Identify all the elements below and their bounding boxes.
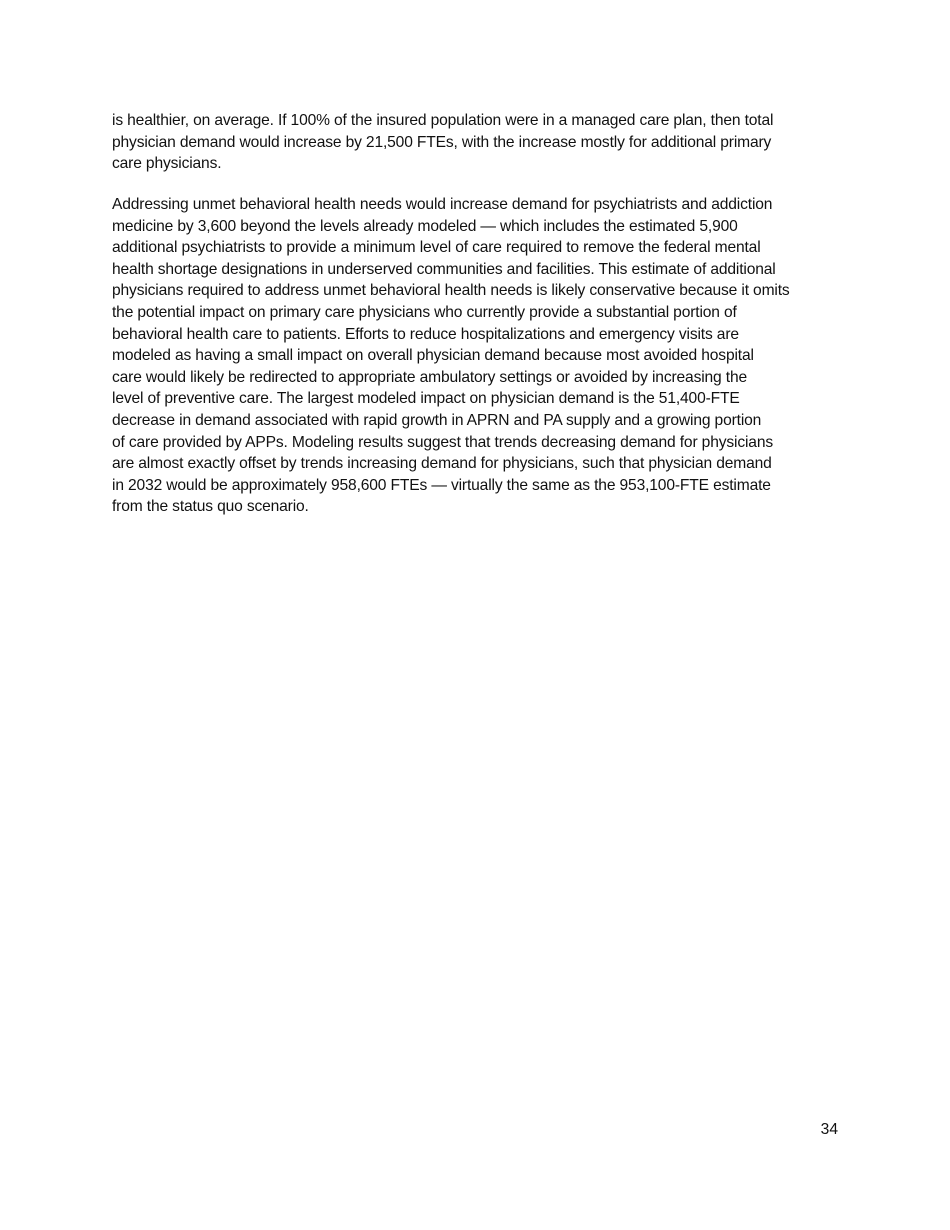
text-line: from the status quo scenario. [112,498,309,516]
paragraph-managed-care [112,110,773,175]
text-line: Addressing unmet behavioral health needs would increase demand for psychiatrists and addiction [112,196,773,213]
text-line: physician demand would increase by 21,500 FTEs, with the increase mostly for additional primary [112,133,772,151]
text-line: of care provided by APPs. Modeling results suggest that trends decreasing demand for physicians [112,433,773,451]
text-line: medicine by 3,600 beyond the levels already modeled — which includes the estimated 5,900 [112,217,738,235]
page-number: 34 [820,1121,838,1138]
text-line: additional psychiatrists to provide a minimum level of care required to remove the federal mental [112,239,761,257]
text-line: the potential impact on primary care physicians who currently provide a substantial portion of [112,303,737,321]
text-line: are almost exactly offset by trends increasing demand for physicians, such that physician demand [112,455,772,473]
text-line: care physicians. [112,155,222,173]
text-line: decrease in demand associated with rapid growth in APRN and PA supply and a growing portion [112,411,762,429]
text-line: physicians required to address unmet behavioral health needs is likely conservative because it omits [112,282,790,300]
text-line: in 2032 would be approximately 958,600 FTEs — virtually the same as the 953,100-FTE estimate [112,476,771,494]
text-line: care would likely be redirected to appropriate ambulatory settings or avoided by increasing the [112,368,747,386]
text-line: health shortage designations in underserved communities and facilities. This estimate of additional [112,260,776,278]
text-line: level of preventive care. The largest modeled impact on physician demand is the 51,400-FTE [112,390,740,408]
text-line: behavioral health care to patients. Efforts to reduce hospitalizations and emergency visits are [112,325,739,343]
text-line: modeled as having a small impact on overall physician demand because most avoided hospital [112,347,754,365]
paragraph-behavioral-health [112,194,790,518]
text-line: is healthier, on average. If 100% of the insured population were in a managed care plan, then total [112,112,774,129]
